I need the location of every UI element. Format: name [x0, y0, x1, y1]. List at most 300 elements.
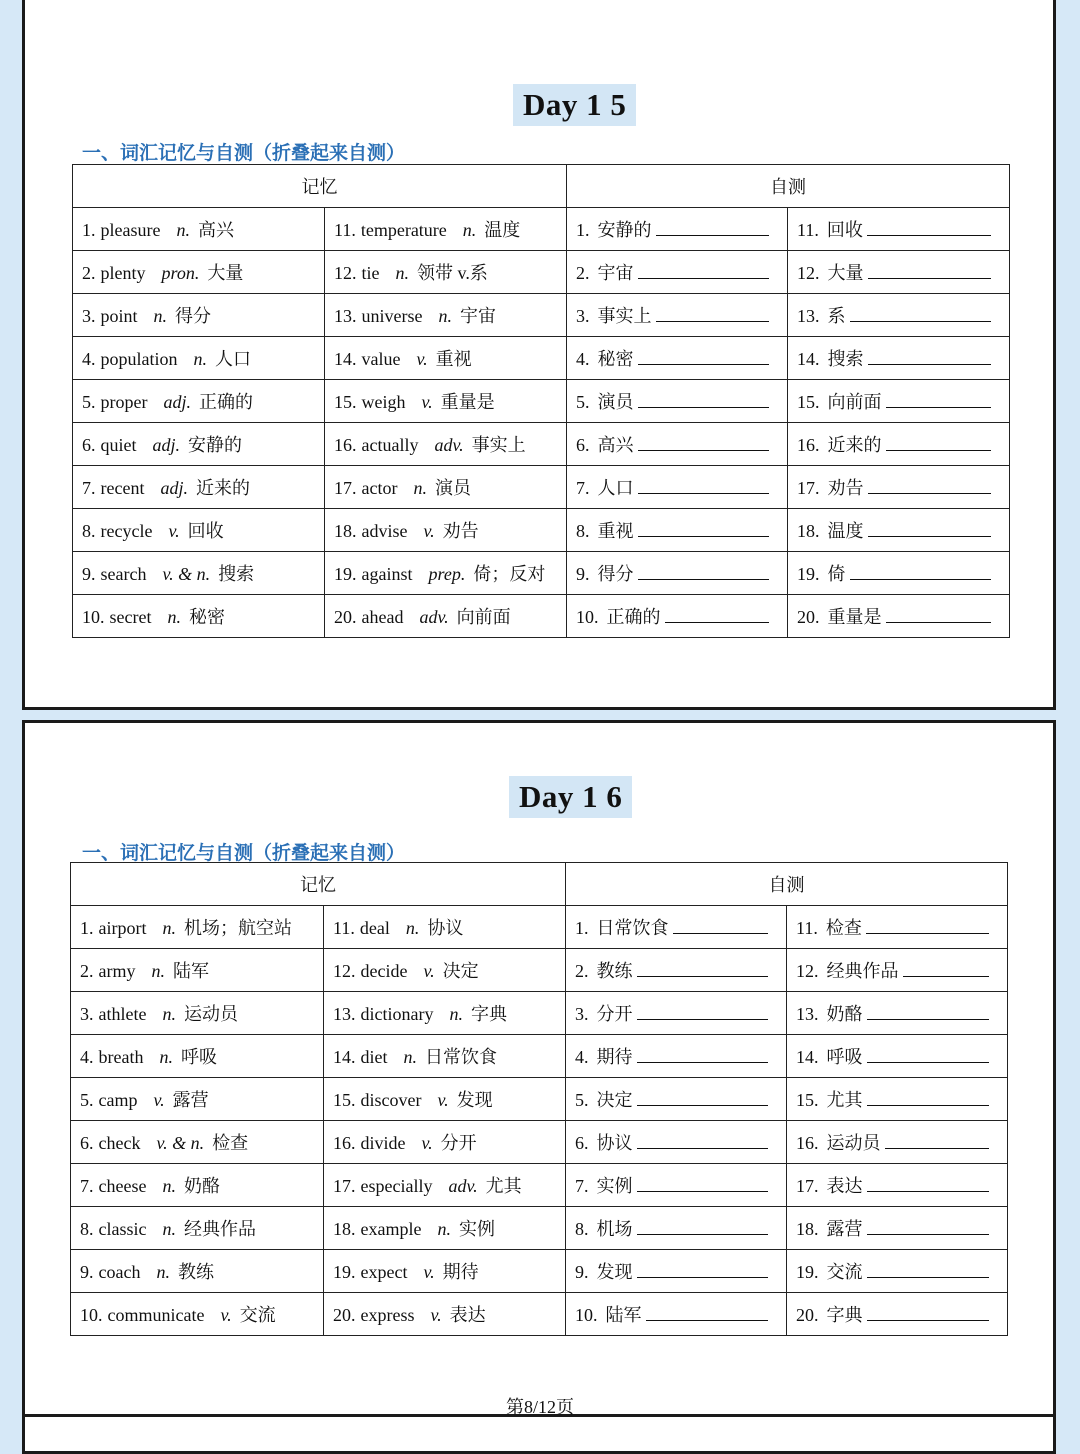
memory-cell — [71, 1293, 324, 1336]
memory-cell — [73, 595, 325, 638]
item-number: 6. — [575, 1133, 589, 1153]
item-number: 15. — [797, 392, 820, 412]
item-number: 8. — [80, 1219, 94, 1239]
answer-blank[interactable] — [656, 305, 770, 322]
memory-cell — [324, 1035, 566, 1078]
test-prompt: 宇宙 — [597, 263, 634, 283]
word-meaning: 交流 — [239, 1305, 276, 1325]
item-number: 8. — [82, 521, 96, 541]
vocab-word: population — [100, 349, 178, 369]
item-number: 1. — [82, 220, 96, 240]
memory-header: 记忆 — [71, 863, 566, 906]
memory-cell — [325, 423, 567, 466]
test-prompt: 运动员 — [826, 1133, 881, 1153]
part-of-speech: n. — [176, 220, 190, 240]
test-prompt: 劝告 — [827, 478, 864, 498]
answer-blank[interactable] — [637, 1132, 769, 1149]
memory-cell — [324, 1078, 566, 1121]
test-prompt: 期待 — [596, 1047, 633, 1067]
self-test-cell — [567, 337, 788, 380]
memory-cell — [324, 906, 566, 949]
word-meaning: 露营 — [172, 1090, 209, 1110]
answer-blank[interactable] — [638, 477, 770, 494]
word-meaning: 回收 — [187, 521, 224, 541]
part-of-speech: n. — [162, 1004, 176, 1024]
answer-blank[interactable] — [637, 1046, 769, 1063]
page-number: 第8/12页 — [505, 1397, 574, 1417]
memory-cell — [324, 949, 566, 992]
test-prompt: 协议 — [596, 1133, 633, 1153]
memory-cell — [73, 294, 325, 337]
answer-blank[interactable] — [665, 606, 770, 623]
item-number: 2. — [575, 961, 589, 981]
item-number: 10. — [80, 1305, 103, 1325]
memory-cell — [325, 595, 567, 638]
vocab-word: airport — [98, 918, 147, 938]
vocab-word: dictionary — [360, 1004, 434, 1024]
part-of-speech: adj. — [163, 392, 191, 412]
memory-cell — [71, 1207, 324, 1250]
self-test-cell — [787, 992, 1008, 1035]
self-test-cell — [567, 294, 788, 337]
item-number: 1. — [575, 918, 589, 938]
item-number: 1. — [576, 220, 590, 240]
answer-blank[interactable] — [867, 1003, 990, 1020]
memory-cell — [325, 466, 567, 509]
answer-blank[interactable] — [867, 1046, 990, 1063]
item-number: 5. — [576, 392, 590, 412]
self-test-cell — [788, 552, 1010, 595]
item-number: 4. — [576, 349, 590, 369]
word-meaning: 表达 — [449, 1305, 486, 1325]
part-of-speech: v. — [168, 521, 180, 541]
table-row — [73, 208, 1010, 251]
self-test-cell — [787, 1250, 1008, 1293]
test-prompt: 分开 — [596, 1004, 633, 1024]
word-meaning: 日常饮食 — [425, 1047, 497, 1067]
part-of-speech: v. — [421, 392, 433, 412]
table-row — [73, 595, 1010, 638]
item-number: 7. — [576, 478, 590, 498]
answer-blank[interactable] — [886, 434, 992, 451]
item-number: 17. — [334, 478, 357, 498]
answer-blank[interactable] — [850, 305, 992, 322]
part-of-speech: adv. — [419, 607, 449, 627]
answer-blank[interactable] — [638, 520, 770, 537]
self-test-cell — [566, 1250, 787, 1293]
self-test-cell — [787, 1164, 1008, 1207]
item-number: 18. — [333, 1219, 356, 1239]
table-header-row — [73, 165, 1010, 208]
answer-blank[interactable] — [637, 1089, 769, 1106]
word-meaning: 安静的 — [188, 435, 243, 455]
test-prompt: 正确的 — [606, 607, 661, 627]
word-meaning: 分开 — [440, 1133, 477, 1153]
vocab-word: deal — [359, 918, 390, 938]
word-meaning: 领带 v.系 — [417, 263, 488, 283]
part-of-speech: adj. — [160, 478, 188, 498]
part-of-speech: v. — [416, 349, 428, 369]
answer-blank[interactable] — [867, 1304, 990, 1321]
item-number: 12. — [333, 961, 356, 981]
vocab-word: army — [98, 961, 136, 981]
vocab-word: coach — [98, 1262, 141, 1282]
page-sheet-next — [22, 1414, 1056, 1454]
answer-blank[interactable] — [638, 262, 770, 279]
memory-cell — [73, 552, 325, 595]
vocab-word: discover — [360, 1090, 422, 1110]
self-test-cell — [787, 1293, 1008, 1336]
item-number: 3. — [576, 306, 590, 326]
test-header: 自测 — [566, 863, 1008, 906]
part-of-speech: v. — [220, 1305, 232, 1325]
self-test-cell — [787, 906, 1008, 949]
item-number: 20. — [797, 607, 820, 627]
vocab-table — [72, 164, 1010, 638]
word-meaning: 秘密 — [188, 607, 225, 627]
table-row — [71, 992, 1008, 1035]
answer-blank[interactable] — [868, 477, 992, 494]
part-of-speech: adv. — [448, 1176, 478, 1196]
self-test-cell — [787, 1078, 1008, 1121]
self-test-cell — [567, 595, 788, 638]
self-test-cell — [567, 466, 788, 509]
table-row — [73, 251, 1010, 294]
memory-cell — [73, 208, 325, 251]
table-row — [73, 466, 1010, 509]
word-meaning: 近来的 — [195, 478, 250, 498]
vocab-word: pleasure — [100, 220, 161, 240]
item-number: 5. — [80, 1090, 94, 1110]
memory-cell — [71, 1035, 324, 1078]
item-number: 19. — [333, 1262, 356, 1282]
item-number: 6. — [576, 435, 590, 455]
part-of-speech: v. — [430, 1305, 442, 1325]
table-header-row — [71, 863, 1008, 906]
self-test-cell — [788, 466, 1010, 509]
word-meaning: 向前面 — [456, 607, 511, 627]
item-number: 11. — [333, 918, 355, 938]
item-number: 15. — [333, 1090, 356, 1110]
part-of-speech: n. — [193, 349, 207, 369]
word-meaning: 大量 — [207, 263, 244, 283]
test-prompt: 露营 — [826, 1219, 863, 1239]
item-number: 6. — [80, 1133, 94, 1153]
word-meaning: 劝告 — [442, 521, 479, 541]
item-number: 3. — [575, 1004, 589, 1024]
self-test-cell — [566, 1164, 787, 1207]
item-number: 16. — [797, 435, 820, 455]
answer-blank[interactable] — [868, 348, 992, 365]
part-of-speech: v. — [421, 1133, 433, 1153]
test-prompt: 重视 — [597, 521, 634, 541]
answer-blank[interactable] — [868, 520, 992, 537]
vocab-word: value — [361, 349, 401, 369]
item-number: 8. — [575, 1219, 589, 1239]
item-number: 16. — [796, 1133, 819, 1153]
vocab-word: against — [361, 564, 413, 584]
word-meaning: 决定 — [442, 961, 479, 981]
answer-blank[interactable] — [866, 917, 989, 934]
memory-cell — [325, 509, 567, 552]
test-prompt: 秘密 — [597, 349, 634, 369]
vocab-word: example — [360, 1219, 422, 1239]
test-prompt: 教练 — [596, 961, 633, 981]
item-number: 11. — [334, 220, 356, 240]
day-title: Day 1 5 — [513, 84, 636, 126]
table-row — [73, 380, 1010, 423]
self-test-cell — [787, 949, 1008, 992]
vocab-word: universe — [361, 306, 423, 326]
item-number: 18. — [796, 1219, 819, 1239]
item-number: 12. — [796, 961, 819, 981]
answer-blank[interactable] — [868, 262, 992, 279]
test-prompt: 回收 — [826, 220, 863, 240]
word-meaning: 重量是 — [440, 392, 495, 412]
answer-blank[interactable] — [886, 606, 992, 623]
test-prompt: 大量 — [827, 263, 864, 283]
item-number: 10. — [82, 607, 105, 627]
answer-blank[interactable] — [886, 391, 992, 408]
part-of-speech: n. — [437, 1219, 451, 1239]
answer-blank[interactable] — [638, 563, 770, 580]
part-of-speech: adv. — [434, 435, 464, 455]
memory-cell — [73, 251, 325, 294]
part-of-speech: v. — [423, 961, 435, 981]
vocab-word: proper — [100, 392, 148, 412]
section-heading: 一、词汇记忆与自测（折叠起来自测） — [82, 142, 406, 164]
table-row — [73, 423, 1010, 466]
test-prompt: 尤其 — [826, 1090, 863, 1110]
item-number: 2. — [82, 263, 96, 283]
vocab-word: point — [100, 306, 138, 326]
item-number: 7. — [80, 1176, 94, 1196]
item-number: 17. — [797, 478, 820, 498]
item-number: 9. — [80, 1262, 94, 1282]
word-meaning: 奶酪 — [183, 1176, 220, 1196]
answer-blank[interactable] — [903, 960, 990, 977]
item-number: 1. — [80, 918, 94, 938]
test-prompt: 机场 — [596, 1219, 633, 1239]
word-meaning: 运动员 — [183, 1004, 238, 1024]
vocab-word: divide — [360, 1133, 406, 1153]
test-prompt: 重量是 — [827, 607, 882, 627]
answer-blank[interactable] — [673, 917, 769, 934]
test-prompt: 实例 — [596, 1176, 633, 1196]
part-of-speech: n. — [156, 1262, 170, 1282]
test-prompt: 近来的 — [827, 435, 882, 455]
vocab-word: search — [100, 564, 147, 584]
word-meaning: 正确的 — [199, 392, 253, 412]
test-prompt: 向前面 — [827, 392, 882, 412]
answer-blank[interactable] — [867, 219, 991, 236]
word-meaning: 倚；反对 — [473, 564, 546, 584]
vocab-word: ahead — [361, 607, 404, 627]
item-number: 12. — [334, 263, 357, 283]
section-heading: 一、词汇记忆与自测（折叠起来自测） — [82, 842, 406, 864]
part-of-speech: n. — [159, 1047, 173, 1067]
answer-blank[interactable] — [867, 1175, 990, 1192]
self-test-cell — [788, 294, 1010, 337]
item-number: 6. — [82, 435, 96, 455]
memory-cell — [71, 1078, 324, 1121]
word-meaning: 宇宙 — [459, 306, 496, 326]
answer-blank[interactable] — [637, 1003, 769, 1020]
memory-cell — [71, 906, 324, 949]
item-number: 7. — [82, 478, 96, 498]
self-test-cell — [566, 1078, 787, 1121]
test-prompt: 安静的 — [597, 220, 652, 240]
part-of-speech: n. — [462, 220, 477, 240]
test-prompt: 字典 — [826, 1305, 863, 1325]
answer-blank[interactable] — [638, 348, 770, 365]
answer-blank[interactable] — [646, 1304, 769, 1321]
table-row — [71, 1121, 1008, 1164]
self-test-cell — [787, 1121, 1008, 1164]
part-of-speech: adj. — [152, 435, 181, 455]
test-header: 自测 — [567, 165, 1010, 208]
part-of-speech: n. — [162, 1219, 176, 1239]
answer-blank[interactable] — [867, 1261, 990, 1278]
memory-cell — [325, 337, 567, 380]
item-number: 15. — [334, 392, 357, 412]
item-number: 5. — [82, 392, 96, 412]
item-number: 19. — [797, 564, 820, 584]
test-prompt: 温度 — [827, 521, 864, 541]
memory-cell — [73, 423, 325, 466]
item-number: 16. — [333, 1133, 356, 1153]
self-test-cell — [788, 509, 1010, 552]
table-row — [71, 949, 1008, 992]
test-prompt: 表达 — [826, 1176, 863, 1196]
item-number: 5. — [575, 1090, 589, 1110]
item-number: 14. — [796, 1047, 819, 1067]
word-meaning: 尤其 — [485, 1176, 522, 1196]
word-meaning: 得分 — [175, 306, 212, 326]
item-number: 11. — [796, 918, 818, 938]
word-meaning: 字典 — [470, 1004, 507, 1024]
self-test-cell — [788, 423, 1010, 466]
answer-blank[interactable] — [637, 1175, 769, 1192]
memory-cell — [325, 294, 567, 337]
vocab-word: advise — [361, 521, 408, 541]
memory-cell — [71, 1121, 324, 1164]
item-number: 9. — [82, 564, 96, 584]
test-prompt: 发现 — [596, 1262, 633, 1282]
word-meaning: 经典作品 — [183, 1219, 256, 1239]
vocab-word: quiet — [100, 435, 137, 455]
self-test-cell — [567, 509, 788, 552]
answer-blank[interactable] — [867, 1218, 990, 1235]
self-test-cell — [566, 1121, 787, 1164]
item-number: 20. — [333, 1305, 356, 1325]
memory-cell — [73, 466, 325, 509]
test-prompt: 系 — [827, 306, 846, 326]
day-title: Day 1 6 — [509, 776, 632, 818]
memory-cell — [71, 1164, 324, 1207]
word-meaning: 期待 — [442, 1262, 479, 1282]
item-number: 9. — [576, 564, 590, 584]
item-number: 4. — [80, 1047, 94, 1067]
table-row — [73, 294, 1010, 337]
self-test-cell — [566, 949, 787, 992]
vocab-word: decide — [360, 961, 408, 981]
vocab-word: diet — [360, 1047, 388, 1067]
answer-blank[interactable] — [885, 1132, 990, 1149]
memory-cell — [324, 992, 566, 1035]
part-of-speech: v. & n. — [162, 564, 211, 584]
answer-blank[interactable] — [637, 1218, 769, 1235]
self-test-cell — [567, 423, 788, 466]
self-test-cell — [787, 1207, 1008, 1250]
part-of-speech: v. & n. — [156, 1133, 205, 1153]
memory-cell — [325, 380, 567, 423]
part-of-speech: n. — [153, 306, 168, 326]
vocab-word: temperature — [360, 220, 447, 240]
part-of-speech: v. — [423, 1262, 435, 1282]
item-number: 13. — [334, 306, 357, 326]
answer-blank[interactable] — [637, 1261, 769, 1278]
memory-header: 记忆 — [73, 165, 567, 208]
part-of-speech: n. — [403, 1047, 417, 1067]
part-of-speech: n. — [413, 478, 427, 498]
part-of-speech: v. — [437, 1090, 449, 1110]
memory-cell — [71, 992, 324, 1035]
test-prompt: 人口 — [597, 478, 634, 498]
item-number: 10. — [575, 1305, 598, 1325]
test-prompt: 高兴 — [597, 435, 634, 455]
self-test-cell — [566, 1035, 787, 1078]
vocab-word: classic — [98, 1219, 147, 1239]
item-number: 4. — [575, 1047, 589, 1067]
vocab-word: camp — [98, 1090, 138, 1110]
vocab-word: recent — [100, 478, 145, 498]
item-number: 17. — [796, 1176, 819, 1196]
self-test-cell — [788, 208, 1010, 251]
answer-blank[interactable] — [850, 563, 992, 580]
item-number: 17. — [333, 1176, 356, 1196]
vocab-word: plenty — [100, 263, 146, 283]
vocab-word: especially — [360, 1176, 433, 1196]
vocab-table — [70, 862, 1008, 1336]
test-prompt: 检查 — [825, 918, 862, 938]
table-row — [71, 1035, 1008, 1078]
answer-blank[interactable] — [656, 219, 770, 236]
table-row — [71, 1250, 1008, 1293]
answer-blank[interactable] — [637, 960, 769, 977]
vocab-word: actually — [361, 435, 419, 455]
item-number: 3. — [82, 306, 96, 326]
word-meaning: 人口 — [215, 349, 251, 369]
memory-cell — [73, 337, 325, 380]
answer-blank[interactable] — [638, 391, 770, 408]
vocab-word: communicate — [107, 1305, 205, 1325]
test-prompt: 日常饮食 — [596, 918, 669, 938]
item-number: 2. — [80, 961, 94, 981]
word-meaning: 重视 — [435, 349, 472, 369]
answer-blank[interactable] — [638, 434, 770, 451]
item-number: 9. — [575, 1262, 589, 1282]
vocab-word: recycle — [100, 521, 153, 541]
self-test-cell — [566, 992, 787, 1035]
test-prompt: 交流 — [826, 1262, 863, 1282]
memory-cell — [324, 1250, 566, 1293]
part-of-speech: n. — [405, 918, 420, 938]
word-meaning: 陆军 — [172, 961, 209, 981]
answer-blank[interactable] — [867, 1089, 990, 1106]
item-number: 13. — [796, 1004, 819, 1024]
part-of-speech: n. — [162, 918, 176, 938]
